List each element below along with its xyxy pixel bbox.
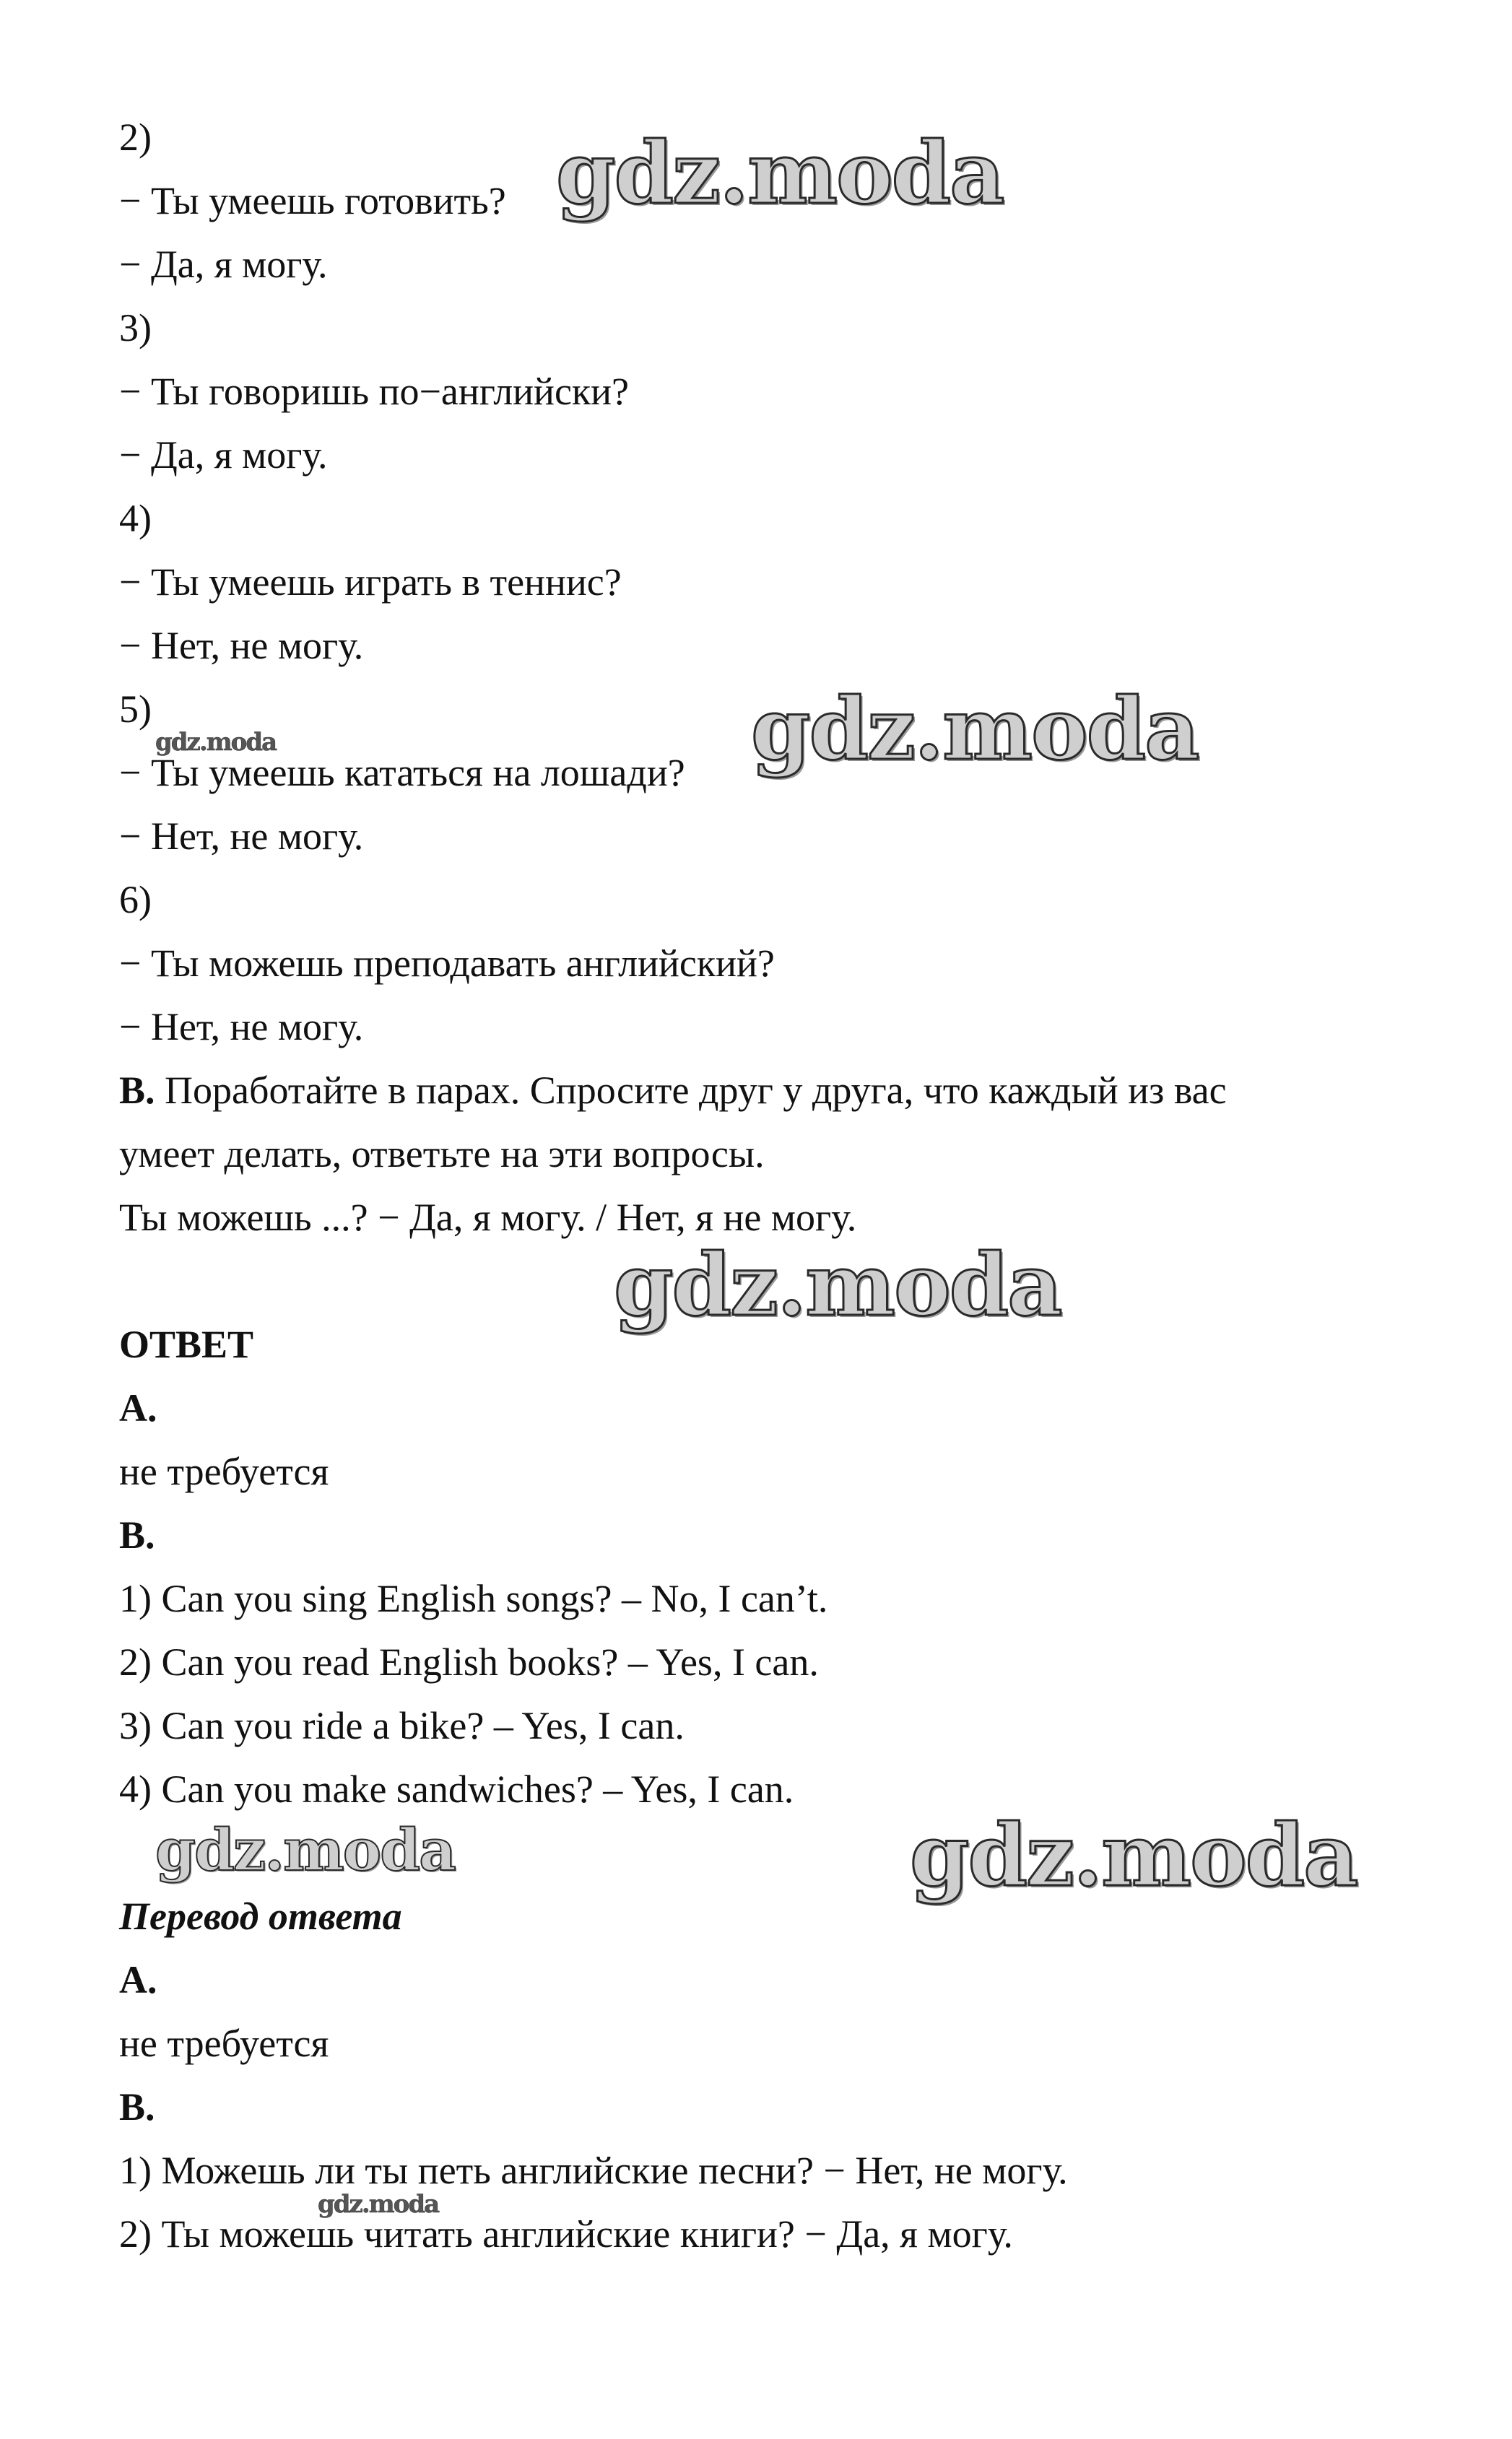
task-b-instruction-cont: умеет делать, ответьте на эти вопросы. <box>119 1132 765 1175</box>
watermark-logo: gdz.moda <box>556 123 1004 223</box>
watermark-logo: gdz.moda <box>614 1235 1061 1335</box>
answer-b-label: B. <box>119 1513 155 1557</box>
task-b-text: Поработайте в парах. Спросите друг у друга, что каждый из вас <box>155 1069 1227 1112</box>
dialogue-line: − Да, я могу. <box>119 243 328 286</box>
watermark-logo: gdz.moda <box>155 1816 455 1884</box>
answer-item: 4) Can you make sandwiches? – Yes, I can. <box>119 1768 794 1811</box>
watermark-logo: gdz.moda <box>751 679 1199 779</box>
answer-a-text: не требуется <box>119 1450 329 1493</box>
task-b-example: Ты можешь ...? − Да, я могу. / Нет, я не могу. <box>119 1196 857 1239</box>
dialogue-line: − Ты можешь преподавать английский? <box>119 942 775 985</box>
item-number-3: 3) <box>119 306 152 349</box>
task-b-label: B. <box>119 1069 155 1112</box>
answer-heading: ОТВЕТ <box>119 1323 254 1366</box>
dialogue-line: − Ты умеешь играть в теннис? <box>119 560 622 604</box>
item-number-5: 5) <box>119 687 152 731</box>
task-b-instruction <box>119 1067 1227 1113</box>
watermark-logo: gdz.moda <box>318 2190 439 2219</box>
watermark-logo: gdz.moda <box>155 728 277 757</box>
answer-item: 3) Can you ride a bike? – Yes, I can. <box>119 1704 685 1747</box>
dialogue-line: − Ты умеешь кататься на лошади? <box>119 751 685 794</box>
translation-a-text: не требуется <box>119 2022 329 2065</box>
translation-b-label: B. <box>119 2085 155 2129</box>
answer-a-label: A. <box>119 1386 157 1430</box>
dialogue-line: − Нет, не могу. <box>119 624 364 667</box>
item-number-2: 2) <box>119 116 152 159</box>
dialogue-line: − Ты умеешь готовить? <box>119 179 506 222</box>
answer-item: 2) Can you read English books? – Yes, I can. <box>119 1640 819 1684</box>
dialogue-line: − Ты говоришь по−английски? <box>119 370 630 413</box>
answer-item: 1) Can you sing English songs? – No, I can’t. <box>119 1577 828 1620</box>
dialogue-line: − Да, я могу. <box>119 433 328 477</box>
translation-heading: Перевод ответа <box>119 1895 402 1938</box>
watermark-logo: gdz.moda <box>910 1805 1357 1905</box>
translation-item: 1) Можешь ли ты петь английские песни? − Нет, не могу. <box>119 2149 1068 2192</box>
translation-item: 2) Ты можешь читать английские книги? − Да, я могу. <box>119 2212 1013 2256</box>
dialogue-line: − Нет, не могу. <box>119 1005 364 1048</box>
item-number-4: 4) <box>119 497 152 540</box>
translation-a-label: A. <box>119 1958 157 2001</box>
dialogue-line: − Нет, не могу. <box>119 814 364 858</box>
item-number-6: 6) <box>119 878 152 921</box>
